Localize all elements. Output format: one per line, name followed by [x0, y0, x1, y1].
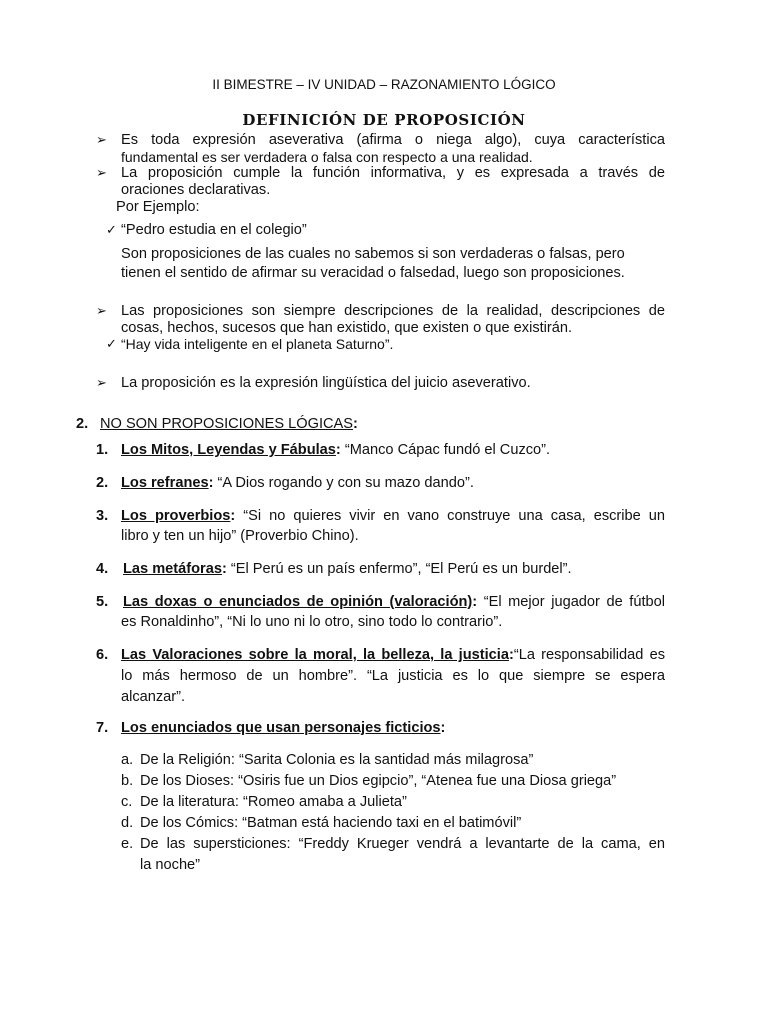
sub-item-text-line-2: la noche”	[140, 857, 201, 873]
sub-item-letter: a.	[121, 752, 134, 768]
check-mark-icon: ✓	[106, 223, 117, 238]
check-mark-icon: ✓	[106, 337, 117, 352]
sub-item-text: De las supersticiones: “Freddy Krueger vendrá a levantarte de la cama, en	[140, 836, 665, 852]
item-text: “A Dios rogando y con su mazo dando”.	[213, 475, 474, 491]
section-2-heading-colon: :	[353, 416, 358, 432]
sub-item-text: De la literatura: “Romeo amaba a Julieta”	[140, 794, 407, 810]
item-separator: :	[472, 594, 478, 610]
item-number: 7.	[96, 720, 109, 736]
section-2-heading-text: NO SON PROPOSICIONES LÓGICAS	[100, 416, 354, 432]
example-label: Por Ejemplo:	[116, 199, 200, 215]
example-1-explanation-line-2: tienen el sentido de afirmar su veracidad o falsedad, luego son proposiciones.	[121, 265, 625, 281]
item-label: Los proverbios	[121, 508, 231, 524]
item-text: “Manco Cápac fundó el Cuzco”.	[340, 442, 551, 458]
item-label: Las Valoraciones sobre la moral, la belleza, la justicia	[121, 647, 509, 663]
list-item	[123, 561, 572, 578]
item-separator: :	[440, 720, 446, 736]
item-text-line-3: alcanzar”.	[121, 689, 186, 705]
sub-item-text: De la Religión: “Sarita Colonia es la santidad más milagrosa”	[140, 752, 534, 768]
example-1: “Pedro estudia en el colegio”	[121, 222, 307, 238]
item-number: 4.	[96, 561, 109, 577]
section-2-heading	[100, 416, 358, 432]
list-item	[121, 508, 665, 525]
item-number: 6.	[96, 647, 109, 663]
item-separator: :	[208, 475, 214, 491]
item-number: 3.	[96, 508, 109, 524]
definition-bullet-3-line-2: cosas, hechos, sucesos que han existido, que existen o que existirán.	[121, 320, 573, 336]
arrow-bullet-icon: ➢	[96, 376, 107, 391]
item-text-line-2: libro y ten un hijo” (Proverbio Chino).	[121, 528, 359, 544]
definition-bullet-4: La proposición es la expresión lingüística del juicio aseverativo.	[121, 375, 531, 391]
definition-bullet-1-line-2: fundamental es ser verdadera o falsa con respecto a una realidad.	[121, 149, 533, 165]
item-separator: :	[230, 508, 236, 524]
definition-bullet-1-line-1: Es toda expresión aseverativa (afirma o niega algo), cuya característica	[121, 132, 665, 148]
item-label: Las doxas o enunciados de opinión (valoración)	[123, 594, 473, 610]
list-item	[121, 720, 445, 737]
definition-bullet-2-line-2: oraciones declarativas.	[121, 182, 271, 198]
definition-bullet-2-line-1: La proposición cumple la función informativa, y es expresada a través de	[121, 165, 665, 181]
sub-item-text: De los Dioses: “Osiris fue un Dios egipcio”, “Atenea fue una Diosa griega”	[140, 773, 617, 789]
item-separator: :	[221, 561, 227, 577]
sub-item-letter: c.	[121, 794, 133, 810]
example-2: “Hay vida inteligente en el planeta Saturno”.	[121, 336, 394, 352]
item-number: 5.	[96, 594, 109, 610]
item-label: Las metáforas	[123, 561, 222, 577]
list-item	[121, 442, 550, 459]
item-number: 2.	[96, 475, 109, 491]
arrow-bullet-icon: ➢	[96, 304, 107, 319]
sub-item-text: De los Cómics: “Batman está haciendo taxi en el batimóvil”	[140, 815, 522, 831]
section-2-number: 2.	[76, 416, 89, 432]
sub-item-letter: b.	[121, 773, 134, 789]
list-item	[121, 475, 474, 492]
unit-subtitle: II BIMESTRE – IV UNIDAD – RAZONAMIENTO LÓGICO	[212, 77, 556, 92]
item-label: Los enunciados que usan personajes ficticios	[121, 720, 441, 736]
item-number: 1.	[96, 442, 109, 458]
list-item	[121, 647, 665, 664]
sub-item-letter: e.	[121, 836, 134, 852]
example-1-explanation-line-1: Son proposiciones de las cuales no sabemos si son verdaderas o falsas, pero	[121, 246, 625, 262]
item-separator: :	[508, 647, 514, 663]
item-label: Los refranes	[121, 475, 209, 491]
arrow-bullet-icon: ➢	[96, 133, 107, 148]
arrow-bullet-icon: ➢	[96, 166, 107, 181]
item-text-line-2: es Ronaldinho”, “Ni lo uno ni lo otro, sino todo lo contrario”.	[121, 614, 503, 630]
page-title: DEFINICIÓN DE PROPOSICIÓN	[242, 111, 526, 129]
item-label: Los Mitos, Leyendas y Fábulas	[121, 442, 336, 458]
item-text-line-2: lo más hermoso de un hombre”. “La justicia es lo que siempre se espera	[121, 668, 665, 684]
list-item	[123, 594, 665, 611]
sub-item-letter: d.	[121, 815, 134, 831]
item-text: “Si no quieres vivir en vano construye una casa, escribe un	[235, 508, 665, 524]
item-text: “El Perú es un país enfermo”, “El Perú es un burdel”.	[226, 561, 572, 577]
item-text: “El mejor jugador de fútbol	[477, 594, 666, 610]
item-text: “La responsabilidad es	[513, 647, 666, 663]
item-separator: :	[335, 442, 341, 458]
definition-bullet-3-line-1: Las proposiciones son siempre descripciones de la realidad, descripciones de	[121, 303, 665, 319]
